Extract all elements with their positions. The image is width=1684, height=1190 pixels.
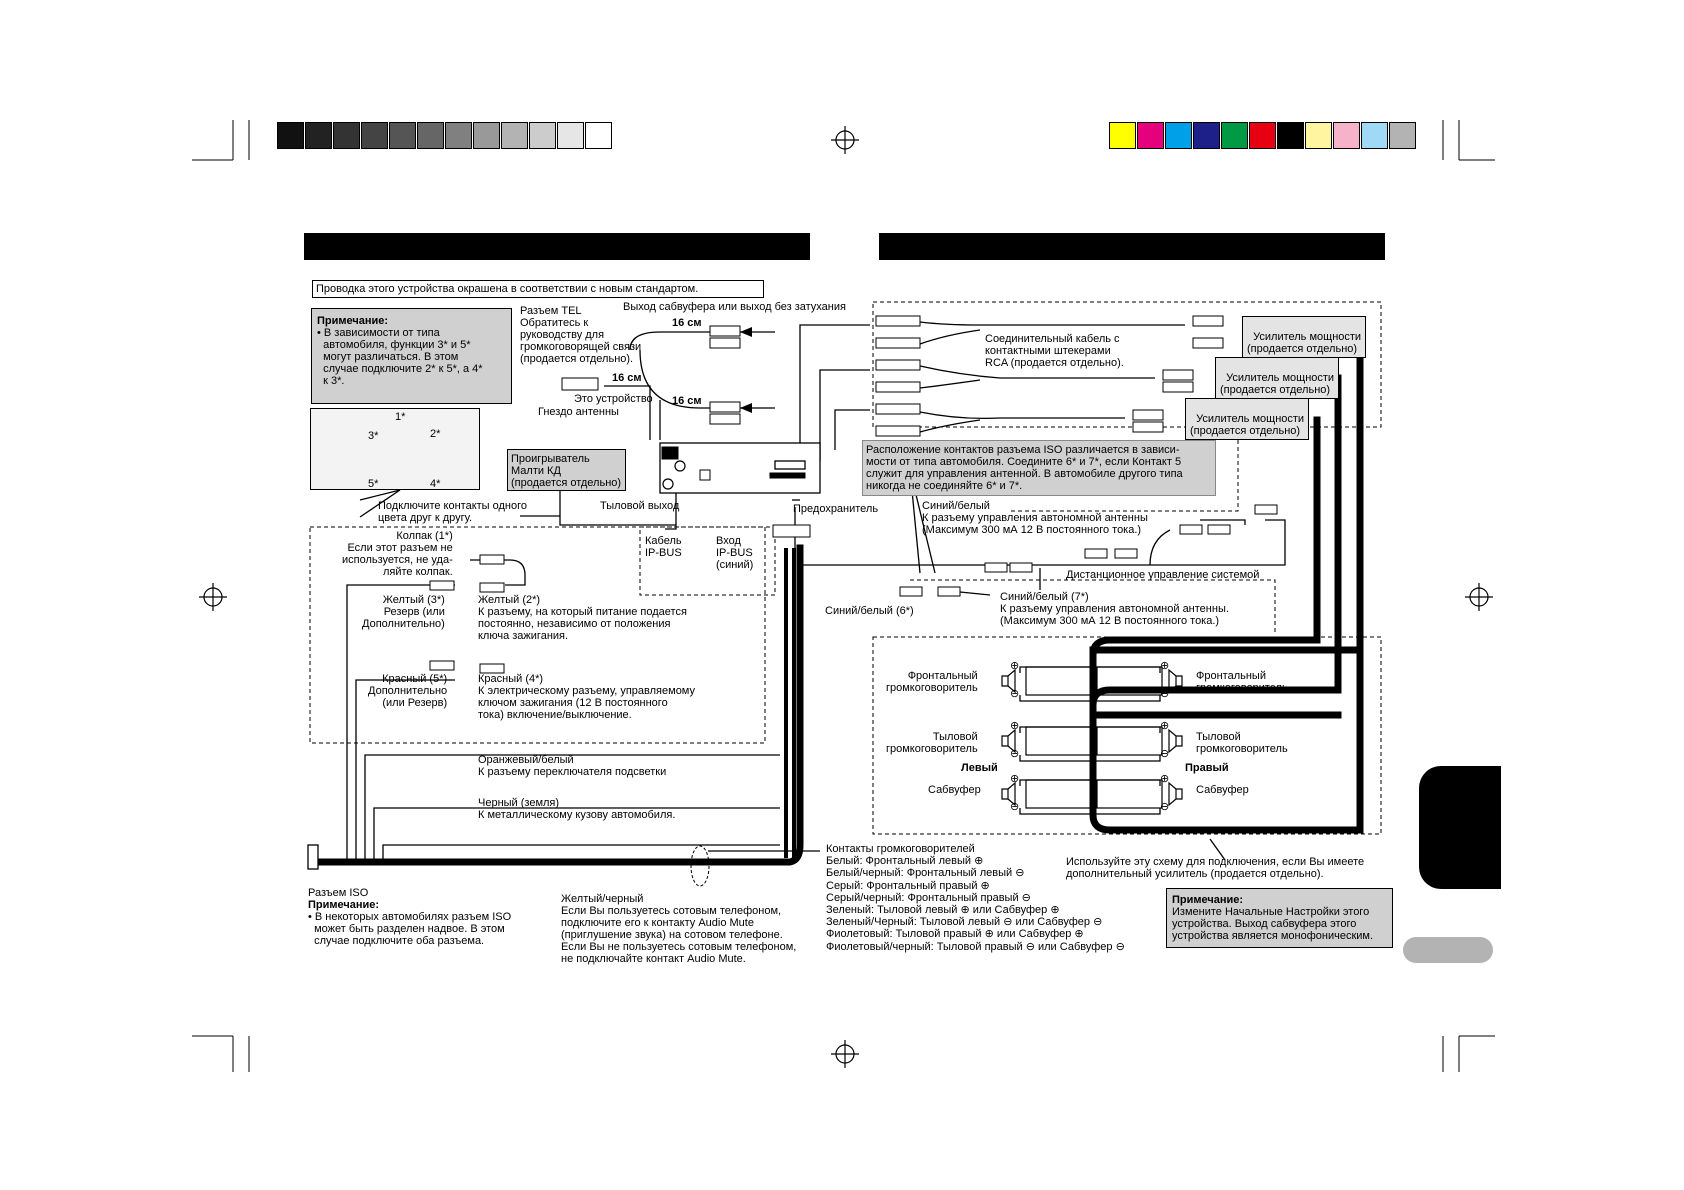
connect-same-label: Подключите контакты одного цвета друг к другу.: [378, 500, 527, 524]
iso-connector-label: Разъем ISO: [308, 887, 369, 899]
gray-swatch: [417, 122, 444, 149]
rear-out-label: Тыловой выход: [600, 500, 680, 512]
minus-sl: ⊖: [1010, 801, 1020, 813]
orange-label: Оранжевый/белый К разъему переключателя подсветки: [478, 754, 667, 778]
sub-left-label: Сабвуфер: [928, 784, 981, 796]
speaker-contact-line: Белый: Фронтальный левый ⊕: [826, 855, 984, 868]
len-16cm-b: 16 см: [612, 372, 642, 384]
yellow-black-label: Желтый/черный Если Вы пользуетесь сотовым телефоном, подключите его к контакту Audio Mute (приглушение звука) на сотовом телефоне. Если Вы не пользуетесь сотовым телефоном, не подключайте контакт Audio Mute.: [561, 893, 797, 965]
antenna-jack-label: Гнездо антенны: [538, 406, 619, 418]
rear-right-label: Тыловой громкоговоритель: [1196, 731, 1288, 755]
note2-title: Примечание:: [308, 899, 380, 911]
plus-fl: ⊕: [1010, 660, 1020, 672]
amp-box-2: [1215, 357, 1339, 399]
speaker-contact-line: Серый: Фронтальный правый ⊕: [826, 879, 990, 892]
color-swatch: [1277, 122, 1304, 149]
speaker-contact-line: Зеленый: Тыловой левый ⊕ или Сабвуфер ⊕: [826, 904, 1060, 916]
color-swatch: [1249, 122, 1276, 149]
plus-rr: ⊕: [1160, 720, 1170, 732]
gray-swatch: [585, 122, 612, 149]
front-right-label: Фронтальный громкоговоритель: [1196, 670, 1288, 694]
gray-swatch: [529, 122, 556, 149]
gray-swatch: [361, 122, 388, 149]
color-swatch: [1165, 122, 1192, 149]
pin-1: 1*: [395, 411, 406, 423]
pin-5: 5*: [368, 478, 379, 490]
sub-out-label: Выход сабвуфера или выход без затухания: [623, 301, 846, 313]
rear-left-label: Тыловой громкоговоритель: [886, 731, 978, 755]
system-remote-label: Дистанционное управление системой: [1066, 569, 1260, 581]
plus-sl: ⊕: [1010, 773, 1020, 785]
right-label: Правый: [1185, 762, 1229, 774]
plus-rl: ⊕: [1010, 720, 1020, 732]
minus-fr: ⊖: [1160, 688, 1170, 700]
color-swatch: [1193, 122, 1220, 149]
red5-label: Красный (5*) Дополнительно (или Резерв): [368, 673, 448, 709]
color-swatch: [1109, 122, 1136, 149]
note1-body: • В зависимости от типа автомобиля, функции 3* и 5* могут различаться. В этом случае подключите 2* к 5*, а 4* к 3*.: [317, 327, 483, 387]
tel-jack-label: Разъем TEL Обратитесь к руководству для громкоговорящей связи (продается отдельно).: [520, 305, 642, 365]
front-left-label: Фронтальный громкоговоритель: [886, 670, 978, 694]
speaker-contact-line: Белый/черный: Фронтальный левый ⊖: [826, 867, 1025, 880]
gray-swatch: [557, 122, 584, 149]
multi-cd-label: Проигрыватель Малти КД (продается отдельно): [511, 453, 622, 489]
red4-label: Красный (4*) К электрическому разъему, управляемому ключом зажигания (12 В постоянного тока) включение/выключение.: [478, 673, 695, 721]
multi-cd-box: [507, 449, 626, 491]
ipbus-in-label: Вход IP-BUS (синий): [716, 535, 754, 571]
top-note: [312, 280, 764, 298]
gray-swatch: [333, 122, 360, 149]
pin-4: 4*: [430, 478, 441, 490]
minus-rr: ⊖: [1160, 748, 1170, 760]
amp-label-1: Усилитель мощности (продается отдельно): [1247, 331, 1362, 355]
note1-title: Примечание:: [317, 315, 389, 327]
len-16cm-c: 16 см: [672, 395, 702, 407]
note2-body: • В некоторых автомобилях разъем ISO может быть разделен надвое. В этом случае подключите оба разъема.: [308, 911, 512, 947]
harness-medium: [786, 548, 794, 858]
side-tab: [1419, 766, 1501, 889]
iso-note-box: [862, 440, 1216, 496]
amp-label-3: Усилитель мощности (продается отдельно): [1190, 413, 1305, 437]
speaker-contact-line: Зеленый/Черный: Тыловой левый ⊖ или Сабвуфер ⊖: [826, 916, 1103, 929]
left-label: Левый: [961, 762, 998, 774]
rca-cable-label: Соединительный кабель с контактными штекерами RCA (продается отдельно).: [985, 333, 1124, 369]
pin-3: 3*: [368, 430, 379, 442]
gray-swatch: [501, 122, 528, 149]
fuse-label: Предохранитель: [793, 503, 879, 515]
note3-box: [1166, 888, 1393, 948]
this-unit-label: Это устройство: [574, 393, 653, 405]
len-16cm-a: 16 см: [672, 317, 702, 329]
gray-swatch: [473, 122, 500, 149]
pin-2: 2*: [430, 428, 441, 440]
cap-label: Колпак (1*) Если этот разъем не используется, не уда- ляйте колпак.: [342, 530, 453, 578]
color-swatch: [1333, 122, 1360, 149]
note1-box: [311, 308, 512, 404]
gray-swatch: [445, 122, 472, 149]
blue-white-top-label: Синий/белый К разъему управления автономной антенны (Максимум 300 мА 12 В постоянного тока.): [922, 500, 1148, 536]
minus-sr: ⊖: [1160, 801, 1170, 813]
gray-swatch: [305, 122, 332, 149]
sub-right-label: Сабвуфер: [1196, 784, 1249, 796]
plus-sr: ⊕: [1160, 773, 1170, 785]
speaker-contact-line: Фиолетовый: Тыловой правый ⊕ или Сабвуфер ⊕: [826, 928, 1084, 941]
speaker-contact-line: Фиолетовый/черный: Тыловой правый ⊖ или Сабвуфер ⊖: [826, 940, 1125, 953]
minus-fl: ⊖: [1010, 688, 1020, 700]
color-swatch: [1305, 122, 1332, 149]
amp-label-2: Усилитель мощности (продается отдельно): [1220, 372, 1335, 396]
top-note-text: Проводка этого устройства окрашена в соответствии с новым стандартом.: [316, 283, 699, 295]
note3-body: Измените Начальные Настройки этого устройства. Выход сабвуфера этого устройства является монофоническим.: [1172, 906, 1374, 942]
iso-note-text: Расположение контактов разъема ISO различается в зависи- мости от типа автомобиля. Соедините 6* и 7*, если Контакт 5 служит для управления антенной. В автомобиле другого типа никогда не соединяйте 6* и 7*.: [866, 444, 1183, 492]
color-swatch: [1389, 122, 1416, 149]
page-pill: [1403, 937, 1493, 963]
color-swatch: [1137, 122, 1164, 149]
ipbus-cable-label: Кабель IP-BUS: [645, 535, 682, 559]
plus-fr: ⊕: [1160, 660, 1170, 672]
amp-box-3: [1185, 398, 1309, 440]
speaker-contact-line: Контакты громкоговорителей: [826, 843, 975, 855]
gray-swatch: [389, 122, 416, 149]
yellow2-label: Желтый (2*) К разъему, на который питание подается постоянно, независимо от положения ключа зажигания.: [478, 594, 687, 642]
minus-rl: ⊖: [1010, 748, 1020, 760]
blue-white7-label: Синий/белый (7*) К разъему управления автономной антенны. (Максимум 300 мА 12 В постоянного тока.): [1000, 591, 1229, 627]
color-swatch: [1221, 122, 1248, 149]
color-swatch: [1361, 122, 1388, 149]
use-scheme-label: Используйте эту схему для подключения, если Вы имеете дополнительный усилитель (продается отдельно).: [1066, 856, 1365, 880]
black-label: Черный (земля) К металлическому кузову автомобиля.: [478, 797, 676, 821]
speaker-contact-line: Серый/черный: Фронтальный правый ⊖: [826, 891, 1031, 904]
gray-swatch: [277, 122, 304, 149]
amp-box-1: [1242, 316, 1366, 358]
yellow3-label: Желтый (3*) Резерв (или Дополнительно): [362, 594, 445, 630]
blue-white6-label: Синий/белый (6*): [825, 605, 914, 617]
note3-title: Примечание:: [1172, 894, 1244, 906]
